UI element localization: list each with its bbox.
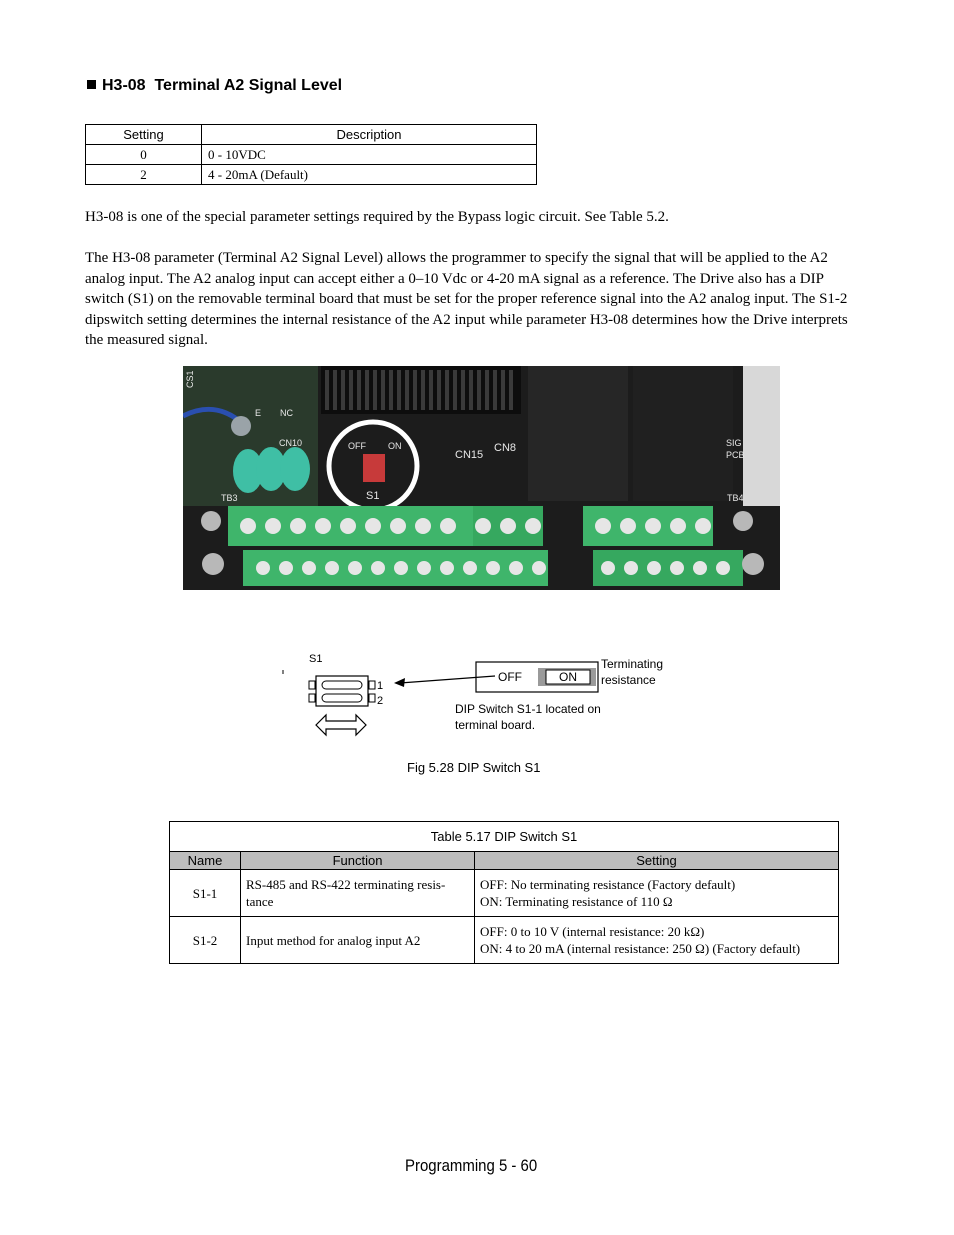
off-label: OFF [498,670,522,684]
dip-switch-table [169,821,839,964]
square-bullet-icon [87,80,96,89]
paragraph-bypass-note: H3-08 is one of the special parameter settings required by the Bypass logic circuit. See Table 5.2. [85,209,669,225]
switch-lever-2 [322,694,362,702]
switch-lever-1 [322,681,362,689]
column-header-setting: Setting [475,852,839,870]
figure-caption: Fig 5.28 DIP Switch S1 [407,760,541,775]
column-header-setting: Setting [86,125,202,145]
setting-description: 4 - 20mA (Default) [202,165,537,185]
terminal-board-photo [183,366,780,590]
switch-function: Input method for analog input A2 [241,917,475,964]
photo-label-cn8: CN8 [494,442,517,454]
photo-label-on: ON [388,441,402,451]
photo-label-tb3: TB3 [221,493,238,503]
setting-description: 0 - 10VDC [202,145,537,165]
table-caption: Table 5.17 DIP Switch S1 [170,822,839,852]
settings-table [85,124,537,185]
double-arrow-icon [316,715,366,735]
section-heading [87,77,342,95]
photo-label-cs1: CS1 [185,370,195,388]
switch-setting [475,917,839,964]
table-row [170,917,839,964]
photo-label-tb4: TB4 [727,493,744,503]
paragraph-description: The H3-08 parameter (Terminal A2 Signal Level) allows the programmer to specify the signal that will be applied to the A2 analog input. The A2 analog input can accept either a 0–10 Vdc or 4-20 mA signal as a reference. The Drive also has a DIP switch (S1) on the removable terminal board that must be set for the proper reference signal into the A2 analog input. The S1-2 dipswitch setting determines the internal resistance of the A2 input while parameter H3-08 determines how the Drive interprets the measured signal. [85,250,848,348]
note-line-1: Terminating [601,657,664,671]
photo-label-pcb: PCB [726,450,745,460]
note-line-2: resistance [601,673,656,687]
on-label: ON [559,670,577,684]
switch-name: S1-2 [170,917,241,964]
table-row [170,870,839,917]
setting-line: OFF: No terminating resistance (Factory default) [480,877,736,892]
position-1-label: 1 [377,680,384,692]
switch-setting [475,870,839,917]
location-line-1: DIP Switch S1-1 located on [455,702,601,716]
switch-label: S1 [309,653,323,665]
arrow-head-icon [394,678,405,687]
setting-line: ON: Terminating resistance of 110 Ω [480,894,673,909]
table-row [86,165,537,185]
setting-line: ON: 4 to 20 mA (internal resistance: 250 Ω) (Factory default) [480,941,801,956]
switch-function: RS-485 and RS-422 terminating resis-tance [241,870,475,917]
position-2-label: 2 [377,695,384,707]
setting-line: OFF: 0 to 10 V (internal resistance: 20 kΩ) [480,924,705,939]
setting-value: 2 [86,165,202,185]
heading-code: H3-08 [102,77,146,94]
column-header-name: Name [170,852,241,870]
heading-title: Terminal A2 Signal Level [154,77,343,94]
switch-name: S1-1 [170,870,241,917]
table-row [86,145,537,165]
photo-label-sig: SIG [726,438,742,448]
location-line-2: terminal board. [455,718,536,732]
table-header-row [86,125,537,145]
table-header-row [170,852,839,870]
photo-label-cn10: CN10 [279,438,303,448]
column-header-function: Function [241,852,475,870]
photo-label-cn15: CN15 [455,449,484,461]
page-footer: Programming 5 - 60 [405,1156,538,1175]
column-header-description: Description [202,125,537,145]
photo-label-e: E [255,408,262,418]
setting-value: 0 [86,145,202,165]
dip-switch-diagram [280,645,700,755]
photo-label-s1: S1 [366,490,380,502]
photo-label-nc: NC [280,408,293,418]
photo-label-off: OFF [348,441,366,451]
